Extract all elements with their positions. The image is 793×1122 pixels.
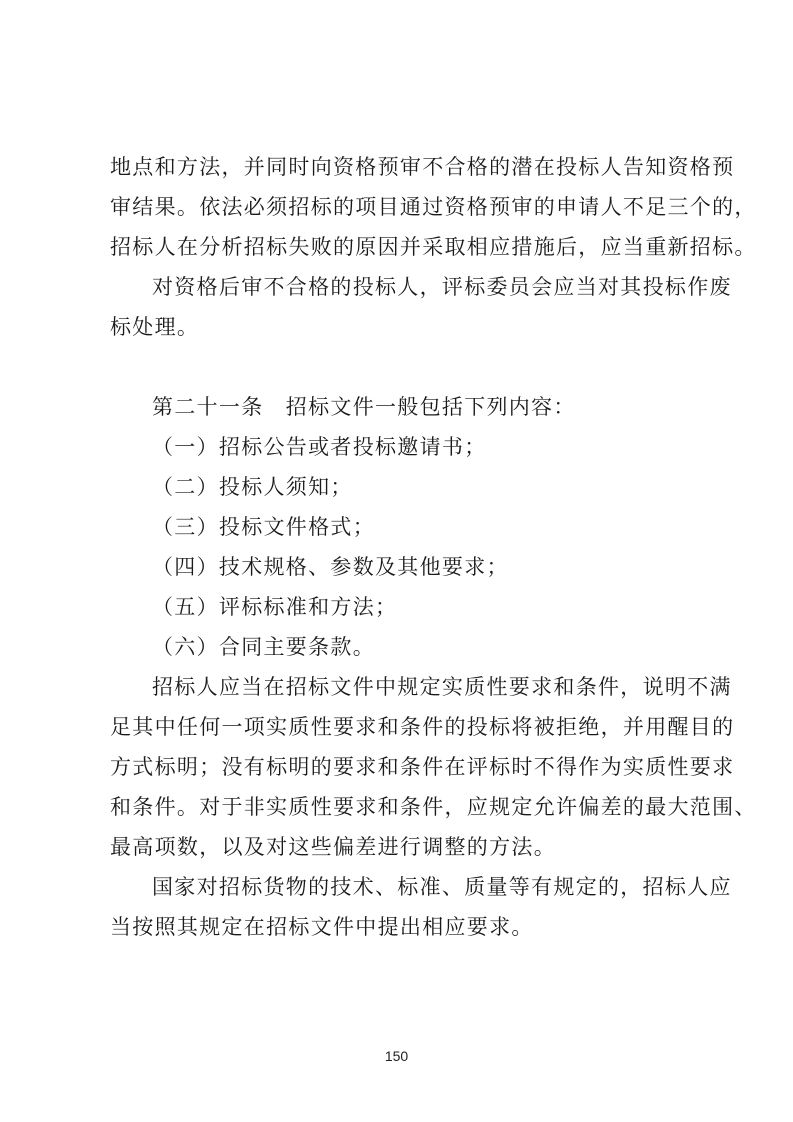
- page-number: 150: [384, 1048, 409, 1064]
- body-line: 地点和方法，并同时向资格预审不合格的潜在投标人告知资格预: [110, 155, 735, 179]
- body-line: 最高项数，以及对这些偏差进行调整的方法。: [110, 835, 556, 859]
- body-line: 国家对招标货物的技术、标准、质量等有规定的，招标人应: [152, 875, 732, 899]
- list-item: （二）投标人须知；: [152, 475, 353, 499]
- list-item: （五）评标标准和方法；: [152, 595, 398, 619]
- body-line: 对资格后审不合格的投标人，评标委员会应当对其投标作废: [152, 275, 732, 299]
- body-line: 足其中任何一项实质性要求和条件的投标将被拒绝，并用醒目的: [110, 715, 735, 739]
- body-line: 和条件。对于非实质性要求和条件，应规定允许偏差的最大范围、: [110, 795, 757, 819]
- list-item: （三）投标文件格式；: [152, 515, 375, 539]
- article-heading: 第二十一条 招标文件一般包括下列内容：: [152, 395, 576, 419]
- body-line: 当按照其规定在招标文件中提出相应要求。: [110, 915, 534, 939]
- list-item: （六）合同主要条款。: [152, 635, 375, 659]
- body-line: 招标人在分析招标失败的原因并采取相应措施后，应当重新招标。: [110, 235, 757, 259]
- body-line: 标处理。: [110, 315, 200, 339]
- body-line: 方式标明；没有标明的要求和条件在评标时不得作为实质性要求: [110, 755, 735, 779]
- list-item: （一）招标公告或者投标邀请书；: [152, 435, 487, 459]
- body-line: 招标人应当在招标文件中规定实质性要求和条件，说明不满: [152, 675, 732, 699]
- list-item: （四）技术规格、参数及其他要求；: [152, 555, 509, 579]
- body-line: 审结果。依法必须招标的项目通过资格预审的申请人不足三个的，: [110, 195, 757, 219]
